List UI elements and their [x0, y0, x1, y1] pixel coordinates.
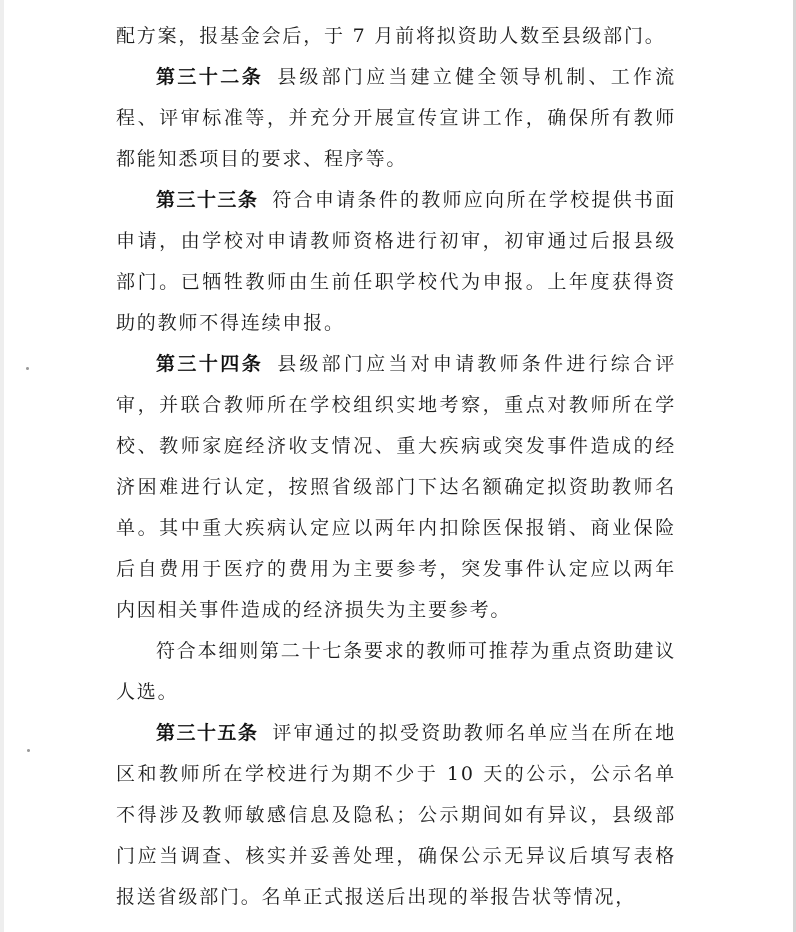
article-heading: 第三十三条 — [156, 189, 259, 211]
scan-speck — [27, 749, 30, 752]
article-34 — [116, 344, 676, 631]
lead-paragraph: 配方案，报基金会后，于 7 月前将拟资助人数至县级部门。 — [116, 25, 666, 47]
article-text: 符合本细则第二十七条要求的教师可推荐为重点资助建议人选。 — [116, 640, 677, 703]
article-text: 县级部门应当对申请教师条件进行综合评审，并联合教师所在学校组织实地考察，重点对教师所在学校、教师家庭经济收支情况、重大疾病或突发事件造成的经济困难进行认定，按照省级部门下达名额确定拟资助教师名单。其中重大疾病认定应以两年内扣除医保报销、商业保险后自费用于医疗的费用为主要参考，突发事件认定应以两年内因相关事件造成的经济损失为主要参考。 — [116, 353, 676, 621]
article-heading: 第三十二条 — [156, 66, 264, 88]
article-heading: 第三十四条 — [156, 353, 264, 375]
document-body — [116, 16, 676, 918]
article-text: 评审通过的拟受资助教师名单应当在所在地区和教师所在学校进行为期不少于 10 天的公示，公示名单不得涉及教师敏感信息及隐私；公示期间如有异议，县级部门应当调查、核实并妥善处理，确保公示无异议后填写表格报送省级部门。名单正式报送后出现的举报告状等情况， — [116, 722, 676, 908]
scan-speck — [26, 367, 29, 370]
article-34-supplement — [116, 631, 676, 713]
scan-edge — [0, 0, 4, 932]
article-text: 符合申请条件的教师应向所在学校提供书面申请，由学校对申请教师资格进行初审，初审通过后报县级部门。已牺牲教师由生前任职学校代为申报。上年度获得资助的教师不得连续申报。 — [116, 189, 676, 334]
article-32 — [116, 57, 676, 180]
article-35 — [116, 713, 676, 918]
article-text: 县级部门应当建立健全领导机制、工作流程、评审标准等，并充分开展宣传宣讲工作，确保所有教师都能知悉项目的要求、程序等。 — [116, 66, 676, 170]
article-heading: 第三十五条 — [156, 722, 259, 744]
article-33 — [116, 180, 676, 344]
